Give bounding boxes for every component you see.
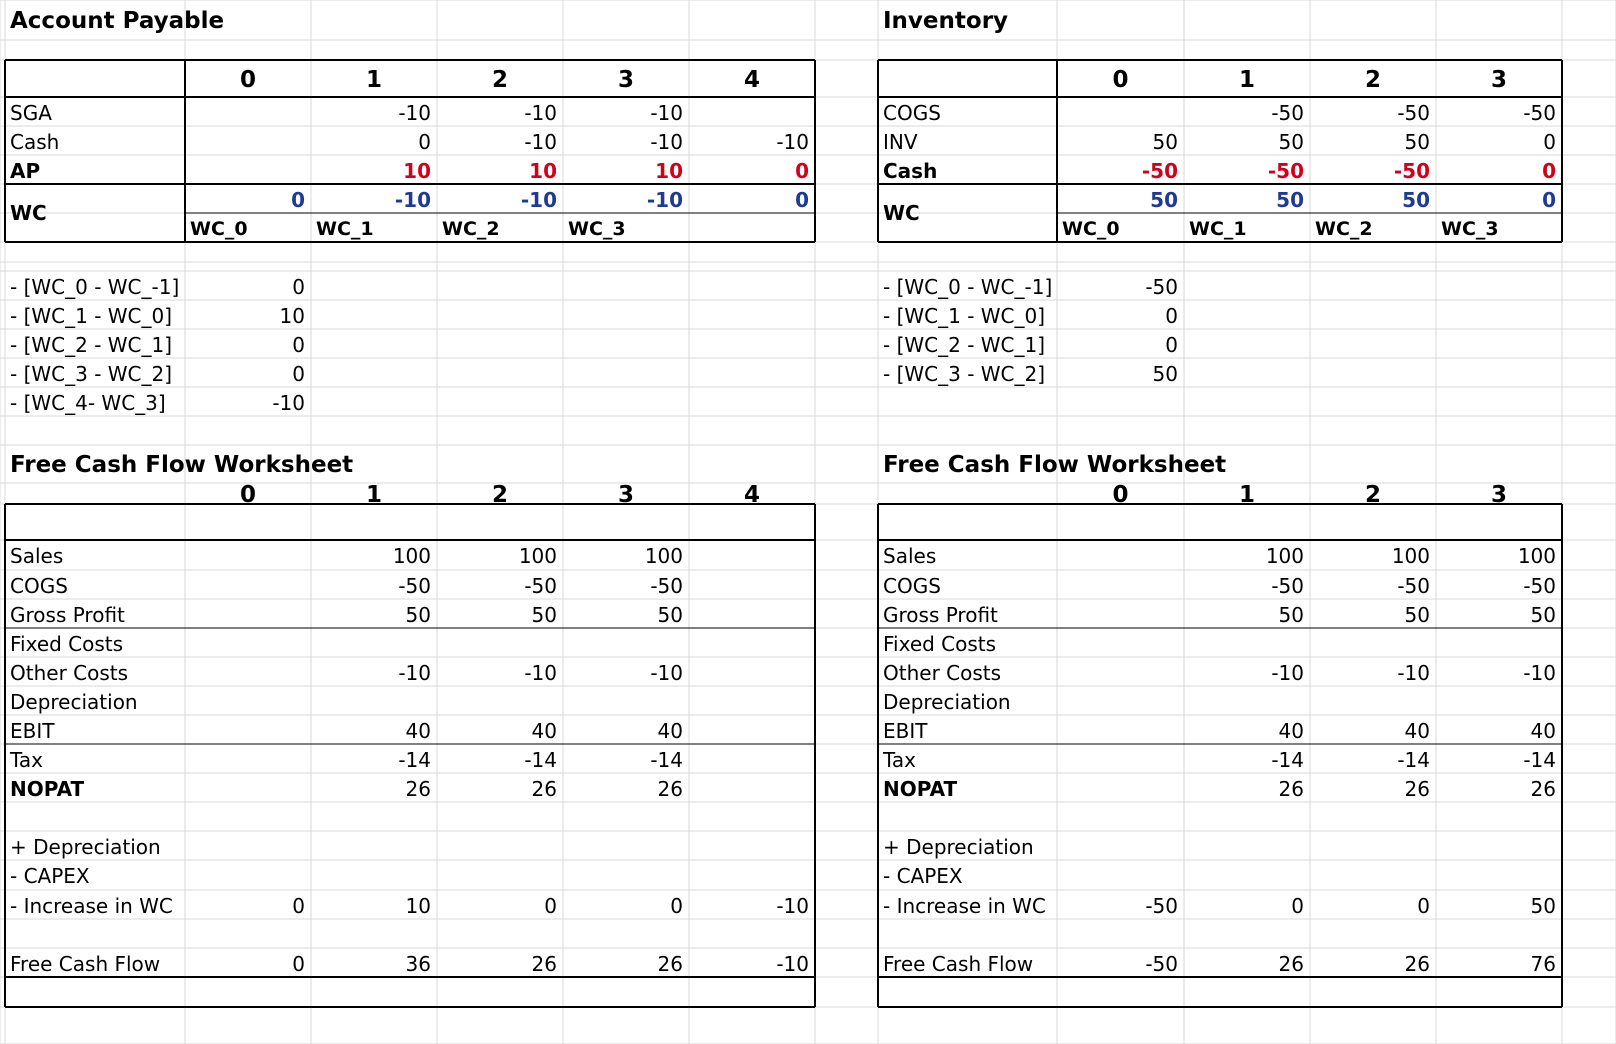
- ap-wc-name[interactable]: WC_3: [568, 217, 626, 240]
- fcf-right-cell[interactable]: 40: [1404, 718, 1430, 743]
- ap-row-label[interactable]: Cash: [10, 129, 60, 154]
- fcf-right-cell[interactable]: -14: [1523, 747, 1556, 772]
- fcf-left-cell[interactable]: 100: [392, 544, 431, 568]
- fcf-right-cell[interactable]: 26: [1404, 951, 1430, 976]
- fcf-left-cell[interactable]: -14: [650, 747, 683, 772]
- fcf-left-cell[interactable]: 0: [292, 893, 305, 918]
- ap-title[interactable]: Account Payable: [10, 8, 225, 34]
- fcf-right-cell[interactable]: 50: [1404, 602, 1430, 627]
- fcf-right-cell[interactable]: 100: [1391, 544, 1430, 568]
- fcf-right-row-label[interactable]: - CAPEX: [883, 864, 963, 888]
- fcf-right-cell[interactable]: 50: [1530, 893, 1556, 918]
- fcf-right-cell[interactable]: 26: [1278, 951, 1304, 976]
- ap-wc-value[interactable]: -10: [394, 187, 431, 212]
- ap-delta-label[interactable]: - [WC_2 - WC_1]: [10, 332, 173, 357]
- fcf-left-cell[interactable]: 50: [405, 602, 431, 627]
- ap-cell[interactable]: -10: [524, 100, 557, 125]
- fcf-right-cell[interactable]: 26: [1404, 776, 1430, 801]
- fcf-right-cell[interactable]: -50: [1523, 573, 1556, 598]
- fcf-right-cell[interactable]: -50: [1145, 893, 1178, 918]
- inv-cell[interactable]: -50: [1267, 158, 1304, 183]
- fcf-left-row-label[interactable]: Other Costs: [10, 660, 129, 685]
- ap-cell[interactable]: 10: [529, 158, 557, 183]
- ap-wc-value[interactable]: 0: [291, 187, 305, 212]
- fcf-right-row-label[interactable]: Fixed Costs: [883, 631, 997, 656]
- inv-cell[interactable]: -50: [1397, 100, 1430, 125]
- fcf-left-row-label[interactable]: COGS: [10, 573, 68, 598]
- inv-wc-value[interactable]: 0: [1542, 187, 1556, 212]
- fcf-left-row-label[interactable]: Free Cash Flow: [10, 951, 161, 976]
- fcf-right-cell[interactable]: 76: [1530, 951, 1556, 976]
- fcf-left-cell[interactable]: 100: [644, 544, 683, 568]
- fcf-left-year-header[interactable]: 2: [491, 481, 508, 508]
- fcf-left-year-header[interactable]: 4: [743, 481, 760, 508]
- inv-cell[interactable]: -50: [1271, 100, 1304, 125]
- inv-year-header[interactable]: 3: [1490, 66, 1507, 93]
- fcf-right-cell[interactable]: 0: [1417, 893, 1430, 918]
- fcf-right-cell[interactable]: -10: [1523, 660, 1556, 685]
- inv-year-header[interactable]: 2: [1364, 66, 1381, 93]
- fcf-right-cell[interactable]: -50: [1271, 573, 1304, 598]
- inv-year-header[interactable]: 0: [1112, 66, 1129, 93]
- inv-cell[interactable]: -50: [1523, 100, 1556, 125]
- fcf-left-cell[interactable]: -50: [398, 573, 431, 598]
- fcf-right-cell[interactable]: 26: [1530, 776, 1556, 801]
- fcf-right-year-header[interactable]: 0: [1112, 481, 1129, 508]
- ap-row-label[interactable]: AP: [10, 158, 41, 183]
- inv-year-header[interactable]: 1: [1238, 66, 1255, 93]
- inv-wc-value[interactable]: 50: [1276, 187, 1304, 212]
- inv-row-label[interactable]: INV: [883, 129, 918, 154]
- fcf-left-year-header[interactable]: 3: [617, 481, 634, 508]
- fcf-right-row-label[interactable]: Gross Profit: [883, 602, 998, 627]
- fcf-right-cell[interactable]: -50: [1397, 573, 1430, 598]
- ap-cell[interactable]: 0: [418, 129, 431, 154]
- fcf-left-row-label[interactable]: Tax: [10, 747, 43, 772]
- fcf-left-cell[interactable]: -10: [524, 660, 557, 685]
- fcf-left-row-label[interactable]: - Increase in WC: [10, 893, 173, 918]
- fcf-left-cell[interactable]: 50: [531, 602, 557, 627]
- inv-cell[interactable]: 50: [1152, 129, 1178, 154]
- inv-delta-value[interactable]: 50: [1152, 361, 1178, 386]
- fcf-right-cell[interactable]: 40: [1278, 718, 1304, 743]
- fcf-right-year-header[interactable]: 1: [1238, 481, 1255, 508]
- fcf-left-cell[interactable]: 40: [531, 718, 557, 743]
- ap-wc-label[interactable]: WC: [10, 201, 47, 225]
- fcf-left-cell[interactable]: 0: [292, 951, 305, 976]
- ap-wc-name[interactable]: WC_1: [316, 217, 374, 240]
- fcf-left-cell[interactable]: 50: [657, 602, 683, 627]
- ap-cell[interactable]: -10: [650, 129, 683, 154]
- inv-delta-label[interactable]: - [WC_3 - WC_2]: [883, 361, 1046, 386]
- fcf-right-cell[interactable]: 100: [1265, 544, 1304, 568]
- inv-cell[interactable]: -50: [1141, 158, 1178, 183]
- fcf-right-cell[interactable]: 26: [1278, 776, 1304, 801]
- inv-row-label[interactable]: Cash: [883, 158, 938, 183]
- ap-delta-value[interactable]: -10: [272, 390, 305, 415]
- inv-wc-value[interactable]: 50: [1402, 187, 1430, 212]
- fcf-left-cell[interactable]: -10: [776, 893, 809, 918]
- ap-year-header[interactable]: 1: [365, 66, 382, 93]
- ap-delta-label[interactable]: - [WC_4- WC_3]: [10, 390, 166, 415]
- ap-year-header[interactable]: 3: [617, 66, 634, 93]
- fcf-right-cell[interactable]: -10: [1397, 660, 1430, 685]
- fcf-left-cell[interactable]: -50: [524, 573, 557, 598]
- fcf-left-row-label[interactable]: + Depreciation: [10, 834, 161, 859]
- fcf-right-row-label[interactable]: - Increase in WC: [883, 893, 1046, 918]
- fcf-left-row-label[interactable]: Depreciation: [10, 689, 138, 714]
- fcf-left-row-label[interactable]: - CAPEX: [10, 864, 90, 888]
- fcf-left-row-label[interactable]: NOPAT: [10, 776, 85, 801]
- fcf-right-row-label[interactable]: Free Cash Flow: [883, 951, 1034, 976]
- fcf-right-title[interactable]: Free Cash Flow Worksheet: [883, 452, 1227, 478]
- ap-delta-value[interactable]: 0: [292, 361, 305, 386]
- inv-wc-name[interactable]: WC_3: [1441, 217, 1499, 240]
- ap-cell[interactable]: -10: [650, 100, 683, 125]
- ap-wc-value[interactable]: 0: [795, 187, 809, 212]
- ap-cell[interactable]: 0: [795, 158, 809, 183]
- fcf-right-row-label[interactable]: EBIT: [883, 718, 928, 743]
- fcf-left-cell[interactable]: -50: [650, 573, 683, 598]
- ap-year-header[interactable]: 4: [743, 66, 760, 93]
- fcf-left-cell[interactable]: -10: [650, 660, 683, 685]
- ap-year-header[interactable]: 0: [239, 66, 256, 93]
- ap-delta-label[interactable]: - [WC_1 - WC_0]: [10, 303, 173, 328]
- inv-cell[interactable]: 50: [1404, 129, 1430, 154]
- fcf-left-title[interactable]: Free Cash Flow Worksheet: [10, 452, 354, 478]
- fcf-left-cell[interactable]: 26: [531, 776, 557, 801]
- fcf-right-row-label[interactable]: Sales: [883, 544, 937, 568]
- fcf-right-row-label[interactable]: COGS: [883, 573, 941, 598]
- fcf-right-row-label[interactable]: Tax: [883, 747, 916, 772]
- fcf-left-cell[interactable]: 40: [405, 718, 431, 743]
- ap-wc-value[interactable]: -10: [520, 187, 557, 212]
- fcf-right-row-label[interactable]: NOPAT: [883, 776, 958, 801]
- fcf-left-cell[interactable]: -10: [776, 951, 809, 976]
- ap-delta-value[interactable]: 0: [292, 332, 305, 357]
- fcf-left-cell[interactable]: 10: [405, 893, 431, 918]
- inv-delta-value[interactable]: -50: [1145, 274, 1178, 299]
- fcf-right-year-header[interactable]: 2: [1364, 481, 1381, 508]
- inv-cell[interactable]: 0: [1542, 158, 1556, 183]
- inv-wc-value[interactable]: 50: [1150, 187, 1178, 212]
- ap-delta-label[interactable]: - [WC_3 - WC_2]: [10, 361, 173, 386]
- ap-wc-name[interactable]: WC_0: [190, 217, 248, 240]
- inv-wc-name[interactable]: WC_2: [1315, 217, 1373, 240]
- inv-delta-label[interactable]: - [WC_0 - WC_-1]: [883, 274, 1053, 299]
- fcf-right-row-label[interactable]: Other Costs: [883, 660, 1002, 685]
- fcf-left-cell[interactable]: -10: [398, 660, 431, 685]
- inv-cell[interactable]: 50: [1278, 129, 1304, 154]
- inv-wc-label[interactable]: WC: [883, 201, 920, 225]
- fcf-left-row-label[interactable]: EBIT: [10, 718, 55, 743]
- inv-delta-label[interactable]: - [WC_1 - WC_0]: [883, 303, 1046, 328]
- fcf-left-cell[interactable]: 100: [518, 544, 557, 568]
- fcf-left-cell[interactable]: 40: [657, 718, 683, 743]
- fcf-left-cell[interactable]: -14: [398, 747, 431, 772]
- inv-delta-value[interactable]: 0: [1165, 332, 1178, 357]
- inv-wc-name[interactable]: WC_0: [1062, 217, 1120, 240]
- fcf-right-row-label[interactable]: Depreciation: [883, 689, 1011, 714]
- fcf-right-cell[interactable]: 50: [1530, 602, 1556, 627]
- ap-year-header[interactable]: 2: [491, 66, 508, 93]
- ap-cell[interactable]: 10: [655, 158, 683, 183]
- ap-delta-label[interactable]: - [WC_0 - WC_-1]: [10, 274, 180, 299]
- ap-cell[interactable]: -10: [398, 100, 431, 125]
- inv-cell[interactable]: 0: [1543, 129, 1556, 154]
- fcf-left-cell[interactable]: 26: [405, 776, 431, 801]
- fcf-left-year-header[interactable]: 1: [365, 481, 382, 508]
- fcf-left-row-label[interactable]: Fixed Costs: [10, 631, 124, 656]
- inv-delta-label[interactable]: - [WC_2 - WC_1]: [883, 332, 1046, 357]
- fcf-right-cell[interactable]: -14: [1397, 747, 1430, 772]
- fcf-right-cell[interactable]: -14: [1271, 747, 1304, 772]
- fcf-right-cell[interactable]: 40: [1530, 718, 1556, 743]
- ap-wc-name[interactable]: WC_2: [442, 217, 500, 240]
- fcf-left-cell[interactable]: 26: [531, 951, 557, 976]
- inv-delta-value[interactable]: 0: [1165, 303, 1178, 328]
- fcf-right-cell[interactable]: 0: [1291, 893, 1304, 918]
- ap-cell[interactable]: 10: [403, 158, 431, 183]
- fcf-right-row-label[interactable]: + Depreciation: [883, 834, 1034, 859]
- fcf-left-cell[interactable]: 36: [405, 951, 431, 976]
- fcf-left-row-label[interactable]: Sales: [10, 544, 64, 568]
- fcf-right-cell[interactable]: -10: [1271, 660, 1304, 685]
- ap-row-label[interactable]: SGA: [10, 100, 52, 125]
- inv-wc-name[interactable]: WC_1: [1189, 217, 1247, 240]
- ap-wc-value[interactable]: -10: [646, 187, 683, 212]
- inv-cell[interactable]: -50: [1393, 158, 1430, 183]
- ap-delta-value[interactable]: 0: [292, 274, 305, 299]
- fcf-right-cell[interactable]: -50: [1145, 951, 1178, 976]
- fcf-right-cell[interactable]: 100: [1517, 544, 1556, 568]
- inv-title[interactable]: Inventory: [883, 8, 1009, 34]
- fcf-left-row-label[interactable]: Gross Profit: [10, 602, 125, 627]
- fcf-left-year-header[interactable]: 0: [239, 481, 256, 508]
- fcf-right-year-header[interactable]: 3: [1490, 481, 1507, 508]
- ap-delta-value[interactable]: 10: [279, 303, 305, 328]
- fcf-right-cell[interactable]: 50: [1278, 602, 1304, 627]
- fcf-left-cell[interactable]: -14: [524, 747, 557, 772]
- fcf-left-cell[interactable]: 26: [657, 776, 683, 801]
- inv-row-label[interactable]: COGS: [883, 100, 941, 125]
- fcf-left-cell[interactable]: 26: [657, 951, 683, 976]
- ap-cell[interactable]: -10: [776, 129, 809, 154]
- fcf-left-cell[interactable]: 0: [670, 893, 683, 918]
- fcf-left-cell[interactable]: 0: [544, 893, 557, 918]
- ap-cell[interactable]: -10: [524, 129, 557, 154]
